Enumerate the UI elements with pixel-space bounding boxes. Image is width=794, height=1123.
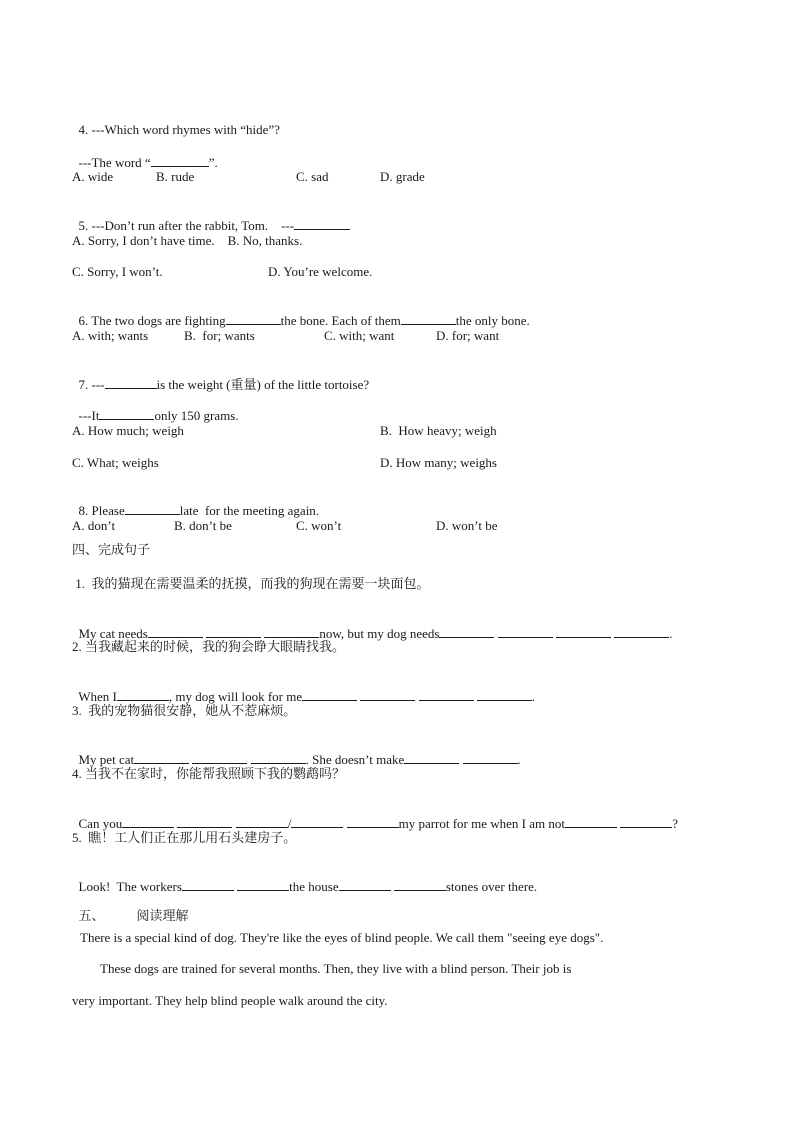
answer-blank[interactable] (237, 878, 289, 891)
question-8: 8. Please late for the meeting again. (78, 503, 320, 518)
answer-blank[interactable] (620, 815, 672, 828)
option-c[interactable]: C. sad (296, 169, 329, 184)
section-4-heading: 四、完成句子 (72, 542, 151, 557)
option-c[interactable]: C. won’t (296, 518, 342, 533)
answer-blank[interactable] (264, 625, 319, 638)
answer-blank[interactable] (291, 815, 343, 828)
answer-blank[interactable] (192, 751, 247, 764)
answer-blank[interactable] (105, 376, 157, 389)
answer-blank[interactable] (99, 407, 154, 420)
answer-blank[interactable] (347, 815, 399, 828)
answer-blank[interactable] (439, 625, 494, 638)
option-a[interactable]: A. with; wants (72, 328, 149, 343)
answer-blank[interactable] (117, 688, 169, 701)
answer-blank[interactable] (339, 878, 391, 891)
option-d[interactable]: D. for; want (436, 328, 500, 343)
option-c[interactable]: C. with; want (324, 328, 395, 343)
answer-blank[interactable] (236, 815, 288, 828)
answer-blank[interactable] (226, 312, 281, 325)
question-7-answer: ---It only 150 grams. (78, 408, 239, 423)
item-1-chinese: 1. 我的猫现在需要温柔的抚摸，而我的狗现在需要一块面包。 (72, 576, 430, 591)
item-3-chinese: 3. 我的宠物猫很安静，她从不惹麻烦。 (72, 703, 297, 718)
question-text: 4. ---Which word rhymes with “hide”? (78, 122, 280, 137)
option-b[interactable]: B. rude (156, 169, 195, 184)
answer-blank[interactable] (302, 688, 357, 701)
option-d[interactable]: D. won’t be (436, 518, 498, 533)
option-d[interactable]: D. You’re welcome. (268, 264, 373, 279)
answer-blank[interactable] (122, 815, 174, 828)
answer-blank[interactable] (151, 154, 209, 167)
answer-blank[interactable] (294, 217, 350, 230)
answer-blank[interactable] (498, 625, 553, 638)
answer-blank[interactable] (463, 751, 518, 764)
item-2-chinese: 2. 当我藏起来的时候，我的狗会睁大眼睛找我。 (72, 639, 346, 654)
answer-blank[interactable] (360, 688, 415, 701)
item-4-chinese: 4. 当我不在家时，你能帮我照顾下我的鹦鹉吗？ (72, 766, 346, 781)
option-b[interactable]: B. for; wants (184, 328, 255, 343)
option-c[interactable]: C. What; weighs (72, 455, 159, 470)
option-a[interactable]: A. don’t (72, 518, 116, 533)
option-d[interactable]: D. grade (380, 169, 425, 184)
item-5-english: Look! The workers the house stones over there. (78, 879, 538, 894)
item-1-english: My cat needs now, but my dog needs . (78, 626, 673, 641)
answer-blank[interactable] (177, 815, 232, 828)
answer-blank[interactable] (404, 751, 459, 764)
question-4 (72, 106, 280, 138)
option-b[interactable]: B. don’t be (174, 518, 232, 533)
answer-blank[interactable] (182, 878, 234, 891)
question-6: 6. The two dogs are fighting the bone. Each of them the only bone. (78, 313, 530, 328)
answer-blank[interactable] (401, 312, 456, 325)
reading-paragraph-2-line-1: These dogs are trained for several months. Then, they live with a blind person. Their job is (100, 961, 572, 976)
item-3-english: My pet cat . She doesn’t make . (78, 752, 521, 767)
question-5: 5. ---Don’t run after the rabbit, Tom. --- (72, 201, 350, 234)
answer-blank[interactable] (251, 751, 306, 764)
answer-blank[interactable] (614, 625, 669, 638)
answer-blank[interactable] (565, 815, 617, 828)
answer-blank[interactable] (125, 502, 180, 515)
question-7: 7. --- is the weight (重量) of the little tortoise? (78, 377, 370, 392)
item-2-english: When I , my dog will look for me . (78, 689, 536, 704)
answer-blank[interactable] (394, 878, 446, 891)
reading-paragraph-1: There is a special kind of dog. They're like the eyes of blind people. We call them "seeing eye dogs". (80, 930, 604, 945)
answer-blank[interactable] (148, 625, 203, 638)
answer-blank[interactable] (419, 688, 474, 701)
answer-blank[interactable] (134, 751, 189, 764)
option-c[interactable]: C. Sorry, I won’t. (72, 264, 163, 279)
item-5-chinese: 5. 瞧！工人们正在那儿用石头建房子。 (72, 830, 297, 845)
section-5-heading: 五、 阅读理解 (78, 908, 189, 923)
answer-blank[interactable] (477, 688, 532, 701)
answer-blank[interactable] (206, 625, 261, 638)
item-4-english: Can you / my parrot for me when I am not ? (78, 816, 679, 831)
option-a[interactable]: A. How much; weigh (72, 423, 184, 438)
reading-paragraph-2-line-2: very important. They help blind people walk around the city. (72, 993, 388, 1008)
option-a[interactable]: A. wide (72, 169, 114, 184)
option-b[interactable]: B. How heavy; weigh (380, 423, 497, 438)
question-4-answer: ---The word “ ”. (78, 155, 218, 170)
option-d[interactable]: D. How many; weighs (380, 455, 497, 470)
option-a-b-row[interactable]: A. Sorry, I don’t have time. B. No, thanks. (72, 233, 303, 248)
answer-blank[interactable] (556, 625, 611, 638)
